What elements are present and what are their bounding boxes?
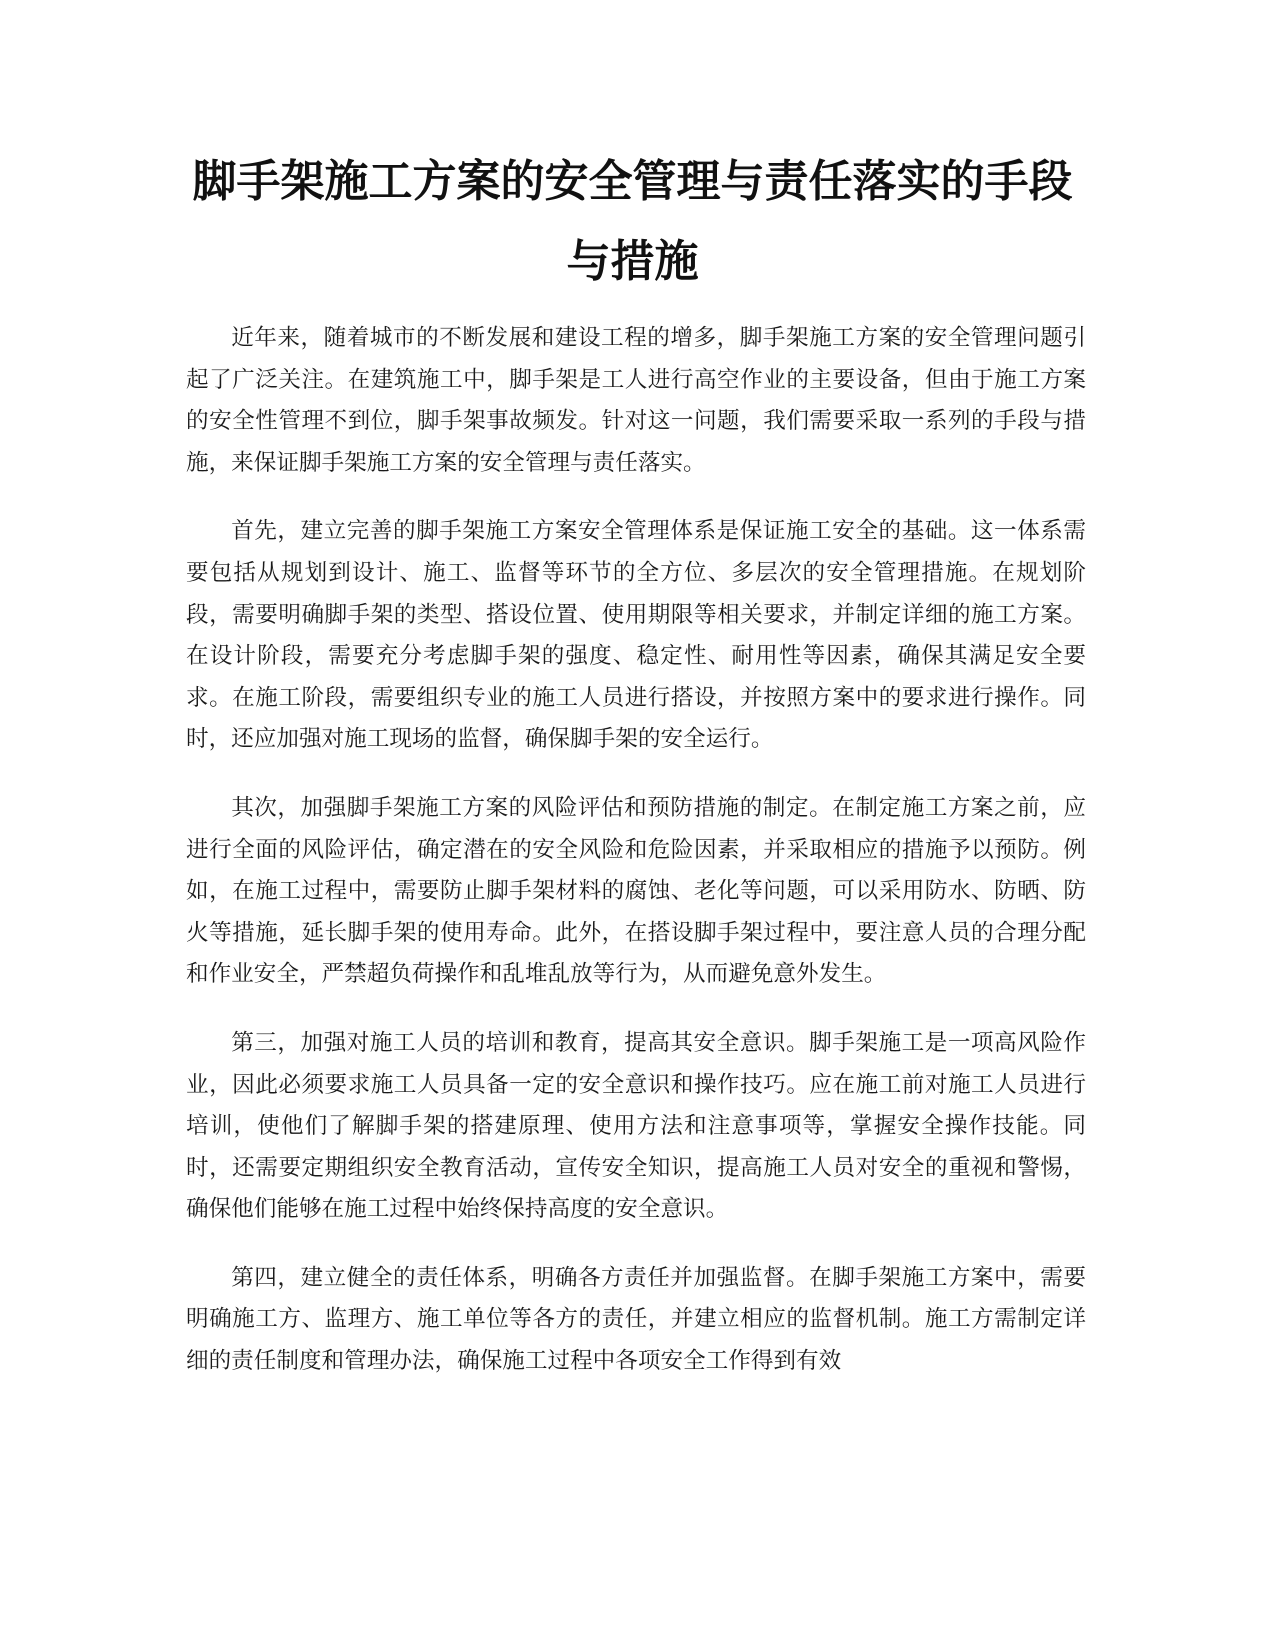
document-body <box>186 318 1086 1410</box>
paragraph-intro: 近年来，随着城市的不断发展和建设工程的增多，脚手架施工方案的安全管理问题引起了广泛关注。在建筑施工中，脚手架是工人进行高空作业的主要设备，但由于施工方案的安全性管理不到位，脚手架事故频发。针对这一问题，我们需要采取一系列的手段与措施，来保证脚手架施工方案的安全管理与责任落实。 <box>186 325 1086 476</box>
document-title: 脚手架施工方案的安全管理与责任落实的手段与措施 <box>192 156 1073 287</box>
paragraph-second: 其次，加强脚手架施工方案的风险评估和预防措施的制定。在制定施工方案之前，应进行全面的风险评估，确定潜在的安全风险和危险因素，并采取相应的措施予以预防。例如，在施工过程中，需要防止脚手架材料的腐蚀、老化等问题，可以采用防水、防晒、防火等措施，延长脚手架的使用寿命。此外，在搭设脚手架过程中，要注意人员的合理分配和作业安全，严禁超负荷操作和乱堆乱放等行为，从而避免意外发生。 <box>186 794 1086 988</box>
paragraph-third: 第三，加强对施工人员的培训和教育，提高其安全意识。脚手架施工是一项高风险作业，因此必须要求施工人员具备一定的安全意识和操作技巧。应在施工前对施工人员进行培训，使他们了解脚手架的搭建原理、使用方法和注意事项等，掌握安全操作技能。同时，还需要定期组织安全教育活动，宣传安全知识，提高施工人员对安全的重视和警惕，确保他们能够在施工过程中始终保持高度的安全意识。 <box>186 1029 1086 1223</box>
paragraph-fourth: 第四，建立健全的责任体系，明确各方责任并加强监督。在脚手架施工方案中，需要明确施工方、监理方、施工单位等各方的责任，并建立相应的监督机制。施工方需制定详细的责任制度和管理办法，确保施工过程中各项安全工作得到有效 <box>186 1264 1086 1375</box>
paragraph-first: 首先，建立完善的脚手架施工方案安全管理体系是保证施工安全的基础。这一体系需要包括从规划到设计、施工、监督等环节的全方位、多层次的安全管理措施。在规划阶段，需要明确脚手架的类型、搭设位置、使用期限等相关要求，并制定详细的施工方案。在设计阶段，需要充分考虑脚手架的强度、稳定性、耐用性等因素，确保其满足安全要求。在施工阶段，需要组织专业的施工人员进行搭设，并按照方案中的要求进行操作。同时，还应加强对施工现场的监督，确保脚手架的安全运行。 <box>186 518 1086 753</box>
